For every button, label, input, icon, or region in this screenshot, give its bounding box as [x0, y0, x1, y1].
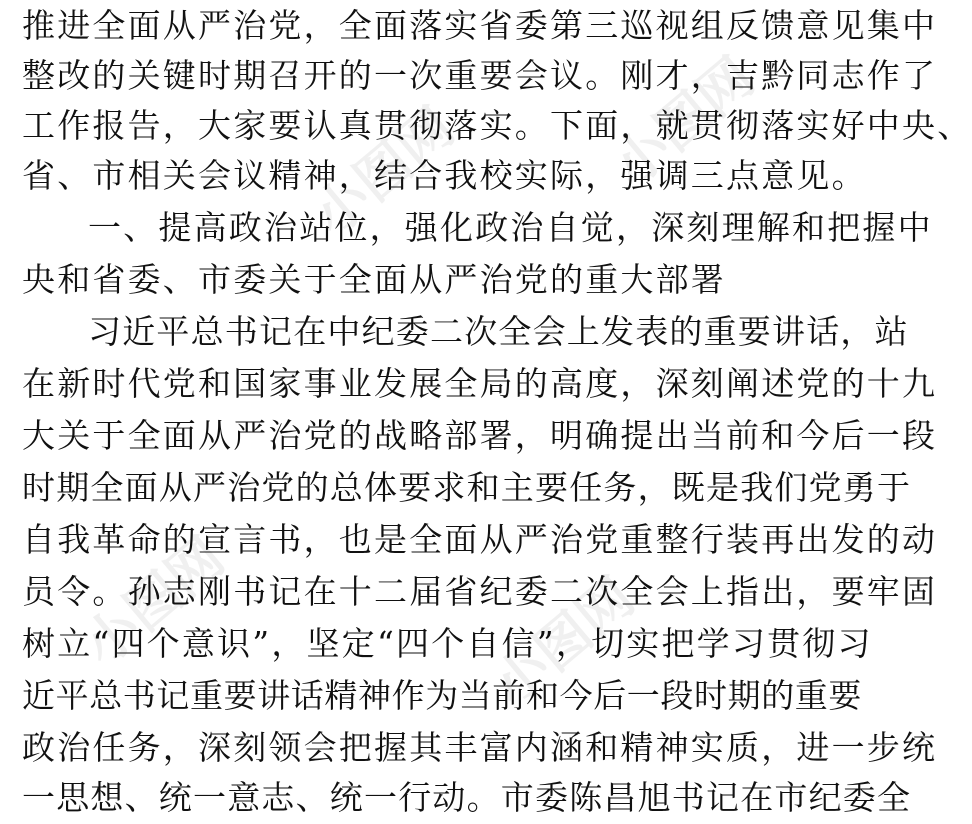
text-line: 时期全面从严治党的总体要求和主要任务，既是我们党勇于 — [22, 468, 912, 507]
text-line: 员令。孙志刚书记在十二届省纪委二次全会上指出，要牢固 — [22, 572, 938, 611]
watermark: 小图网 — [601, 45, 766, 198]
text-line: 省、市相关会议精神，结合我校实际，强调三点意见。 — [22, 156, 867, 195]
section-heading-line: 央和省委、市委关于全面从严治党的重大部署 — [22, 260, 726, 299]
text-line: 自我革命的宣言书，也是全面从严治党重整行装再出发的动 — [22, 520, 938, 559]
text-line: 整改的关键时期召开的一次重要会议。刚才，吉黔同志作了 — [22, 56, 938, 95]
text-line: 树立“四个意识”，坚定“四个自信”，切实把学习贯彻习 — [22, 624, 873, 663]
text-line: 大关于全面从严治党的战略部署，明确提出当前和今后一段 — [22, 416, 938, 455]
text-line: 工作报告，大家要认真贯彻落实。下面，就贯彻落实好中央、 — [22, 106, 972, 145]
section-heading-line: 一、提高政治站位，强化政治自觉，深刻理解和把握中 — [88, 208, 933, 247]
text-line: 一思想、统一意志、统一行动。市委陈昌旭书记在市纪委全 — [22, 778, 912, 817]
paragraph-first-line: 习近平总书记在中纪委二次全会上发表的重要讲话，站 — [88, 312, 909, 351]
text-line: 推进全面从严治党，全面落实省委第三巡视组反馈意见集中 — [22, 6, 938, 45]
text-line: 在新时代党和国家事业发展全局的高度，深刻阐述党的十九 — [22, 364, 938, 403]
text-line: 政治任务，深刻领会把握其丰富内涵和精神实质，进一步统 — [22, 728, 938, 767]
text-line: 近平总书记重要讲话精神作为当前和今后一段时期的重要 — [22, 676, 862, 715]
watermark: 小图网 — [301, 95, 466, 248]
watermark: 小图网 — [71, 525, 236, 678]
watermark: 小图网 — [481, 565, 646, 718]
